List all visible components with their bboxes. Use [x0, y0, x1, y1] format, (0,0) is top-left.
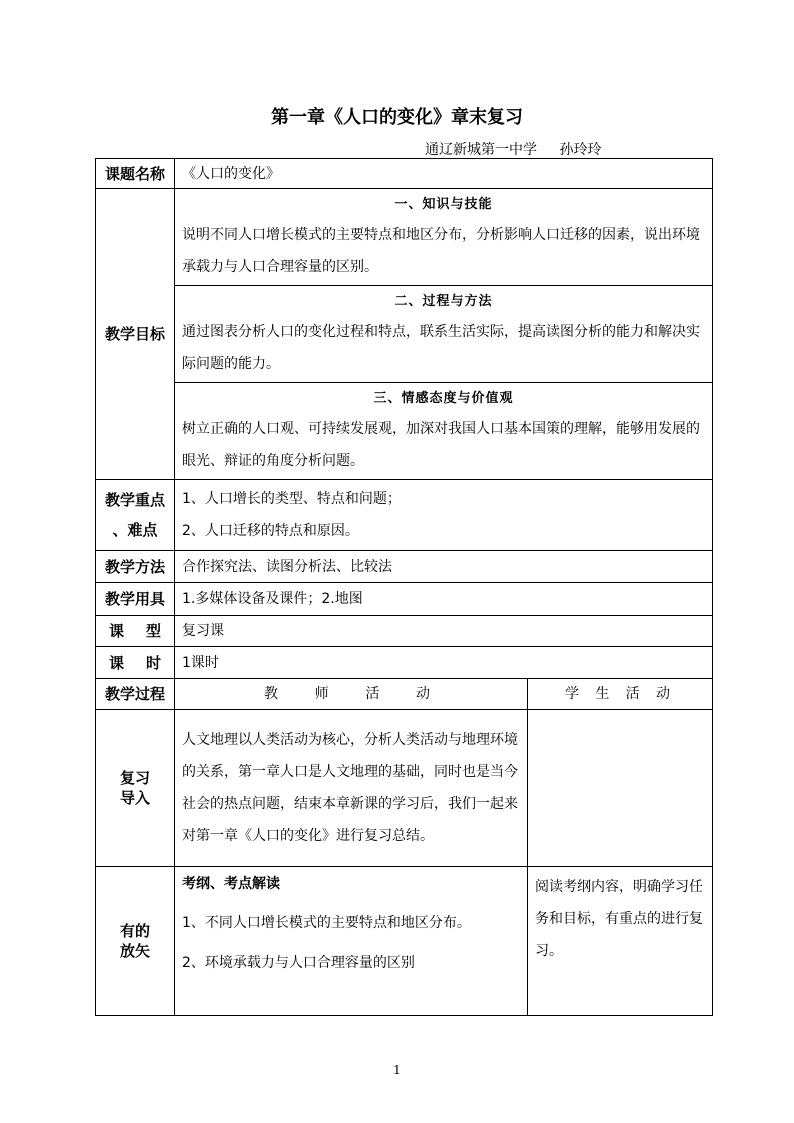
value-tools: 1.多媒体设备及课件；2.地图	[175, 583, 713, 616]
goal-heading-1: 一、知识与技能	[394, 197, 493, 212]
targeted-item-1: 1、不同人口增长模式的主要特点和地区分布。	[182, 915, 471, 931]
value-topic: 《人口的变化》	[175, 159, 713, 189]
label-targeted-line2: 放矢	[119, 942, 150, 960]
label-method: 教学方法	[96, 551, 175, 583]
teacher-activity-header	[175, 679, 528, 710]
value-hours: 1课时	[175, 647, 713, 679]
label-type-a: 课	[109, 622, 125, 640]
page-number: 1	[393, 1063, 401, 1077]
author-name: 孙玲玲	[559, 142, 602, 158]
goal-text-3: 树立正确的人口观、可持续发展观，加深对我国人口基本国策的理解，能够用发展的眼光、辩证的角度分析问题。	[182, 421, 700, 469]
row-goals-1	[96, 189, 713, 286]
row-review	[96, 710, 713, 867]
goal-section-2	[175, 286, 713, 383]
label-targeted	[96, 867, 175, 1016]
label-hours-b: 时	[145, 653, 161, 672]
row-process-header	[96, 679, 713, 710]
teacher-header-char-3: 活	[365, 686, 380, 702]
author-school: 通辽新城第一中学	[425, 142, 537, 158]
page-title: 第一章《人口的变化》章末复习	[271, 107, 523, 128]
goal-heading-3: 三、情感态度与价值观	[373, 391, 514, 406]
teacher-header-char-1: 教	[264, 686, 278, 702]
student-header-char-1: 学	[565, 686, 579, 702]
teacher-header-char-2: 师	[314, 686, 329, 702]
label-review-line1: 复习	[119, 769, 150, 787]
label-review-line2: 导入	[119, 789, 150, 807]
targeted-teacher	[175, 867, 528, 1016]
label-keypoints-line1: 教学重点	[104, 491, 165, 509]
goal-section-1	[175, 189, 713, 286]
label-keypoints	[96, 480, 175, 551]
targeted-student	[528, 867, 713, 1016]
goal-heading-2: 二、过程与方法	[394, 294, 493, 309]
lesson-plan-table	[95, 158, 713, 1016]
row-topic	[96, 159, 713, 189]
label-tools: 教学用具	[96, 583, 175, 616]
label-review	[96, 710, 175, 867]
label-type	[96, 616, 175, 647]
student-activity-header	[528, 679, 713, 710]
review-teacher	[175, 710, 528, 867]
row-hours	[96, 647, 713, 679]
row-goals-3	[96, 383, 713, 480]
student-header-char-4: 动	[655, 686, 670, 702]
label-keypoints-line2: 、难点	[112, 521, 158, 539]
value-type: 复习课	[175, 616, 713, 647]
label-process: 教学过程	[96, 679, 175, 710]
value-method: 合作探究法、读图分析法、比较法	[175, 551, 713, 583]
keypoint-item-1: 1、人口增长的类型、特点和问题；	[182, 491, 401, 507]
review-student	[528, 710, 713, 867]
keypoint-item-2: 2、人口迁移的特点和原因。	[182, 523, 359, 539]
review-teacher-text: 人文地理以人类活动为核心，分析人类活动与地理环境的关系，第一章人口是人文地理的基础，同时也是当今社会的热点问题，结束本章新课的学习后，我们一起来对第一章《人口的变化》进行复习总结。	[182, 732, 518, 844]
row-tools	[96, 583, 713, 616]
author-line	[425, 139, 601, 159]
value-keypoints	[175, 480, 713, 551]
teacher-header-char-4: 动	[415, 686, 430, 702]
targeted-teacher-heading: 考纲、考点解读	[182, 876, 280, 892]
label-type-b: 型	[145, 622, 161, 640]
student-header-char-3: 活	[625, 686, 640, 702]
targeted-item-2: 2、环境承载力与人口合理容量的区别	[182, 955, 415, 971]
row-goals-2	[96, 286, 713, 383]
goal-text-1: 说明不同人口增长模式的主要特点和地区分布，分析影响人口迁移的因素，说出环境承载力与人口合理容量的区别。	[182, 227, 700, 275]
goal-text-2: 通过图表分析人口的变化过程和特点，联系生活实际，提高读图分析的能力和解决实际问题的能力。	[182, 324, 700, 372]
row-targeted	[96, 867, 713, 1016]
row-method	[96, 551, 713, 583]
row-keypoints	[96, 480, 713, 551]
goal-section-3	[175, 383, 713, 480]
targeted-student-text: 阅读考纲内容，明确学习任务和目标，有重点的进行复习。	[535, 879, 703, 959]
label-hours-a: 课	[109, 653, 125, 672]
label-hours	[96, 647, 175, 679]
label-targeted-line1: 有的	[119, 922, 150, 940]
student-header-char-2: 生	[595, 686, 610, 702]
row-type	[96, 616, 713, 647]
label-topic: 课题名称	[96, 159, 175, 189]
label-goals: 教学目标	[96, 189, 175, 480]
